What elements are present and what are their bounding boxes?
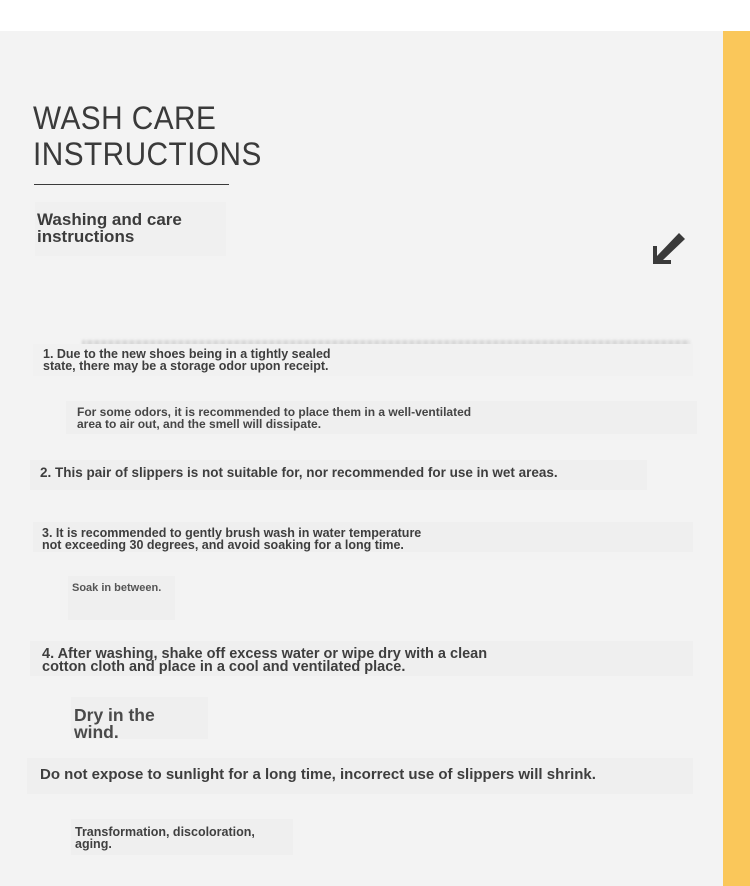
page-title: WASH CARE INSTRUCTIONS bbox=[33, 100, 262, 172]
top-margin bbox=[0, 0, 750, 31]
instruction-note-1: For some odors, it is recommended to place them in a well-ventilated area to air out, and the smell will dissipate. bbox=[66, 401, 697, 434]
instruction-item-3: 3. It is recommended to gently brush wash in water temperature not exceeding 30 degrees, and avoid soaking for a long time. bbox=[33, 522, 693, 552]
section-subtitle: Washing and care instructions bbox=[35, 202, 226, 256]
accent-side-bar bbox=[723, 31, 750, 886]
title-divider bbox=[34, 184, 229, 185]
instruction-note-3: Soak in between. bbox=[68, 576, 175, 620]
instruction-note-4: Dry in the wind. bbox=[71, 697, 208, 739]
instruction-item-2: 2. This pair of slippers is not suitable for, nor recommended for use in wet areas. bbox=[30, 460, 647, 490]
instruction-item-1: 1. Due to the new shoes being in a tightly sealed state, there may be a storage odor upon receipt. bbox=[33, 344, 693, 376]
arrow-down-left-icon bbox=[649, 230, 685, 266]
instruction-note-5: Transformation, discoloration, aging. bbox=[71, 819, 293, 855]
instruction-item-4: 4. After washing, shake off excess water or wipe dry with a clean cotton cloth and place in a cool and ventilated place. bbox=[30, 641, 693, 676]
instruction-item-5: Do not expose to sunlight for a long time, incorrect use of slippers will shrink. bbox=[27, 758, 693, 794]
